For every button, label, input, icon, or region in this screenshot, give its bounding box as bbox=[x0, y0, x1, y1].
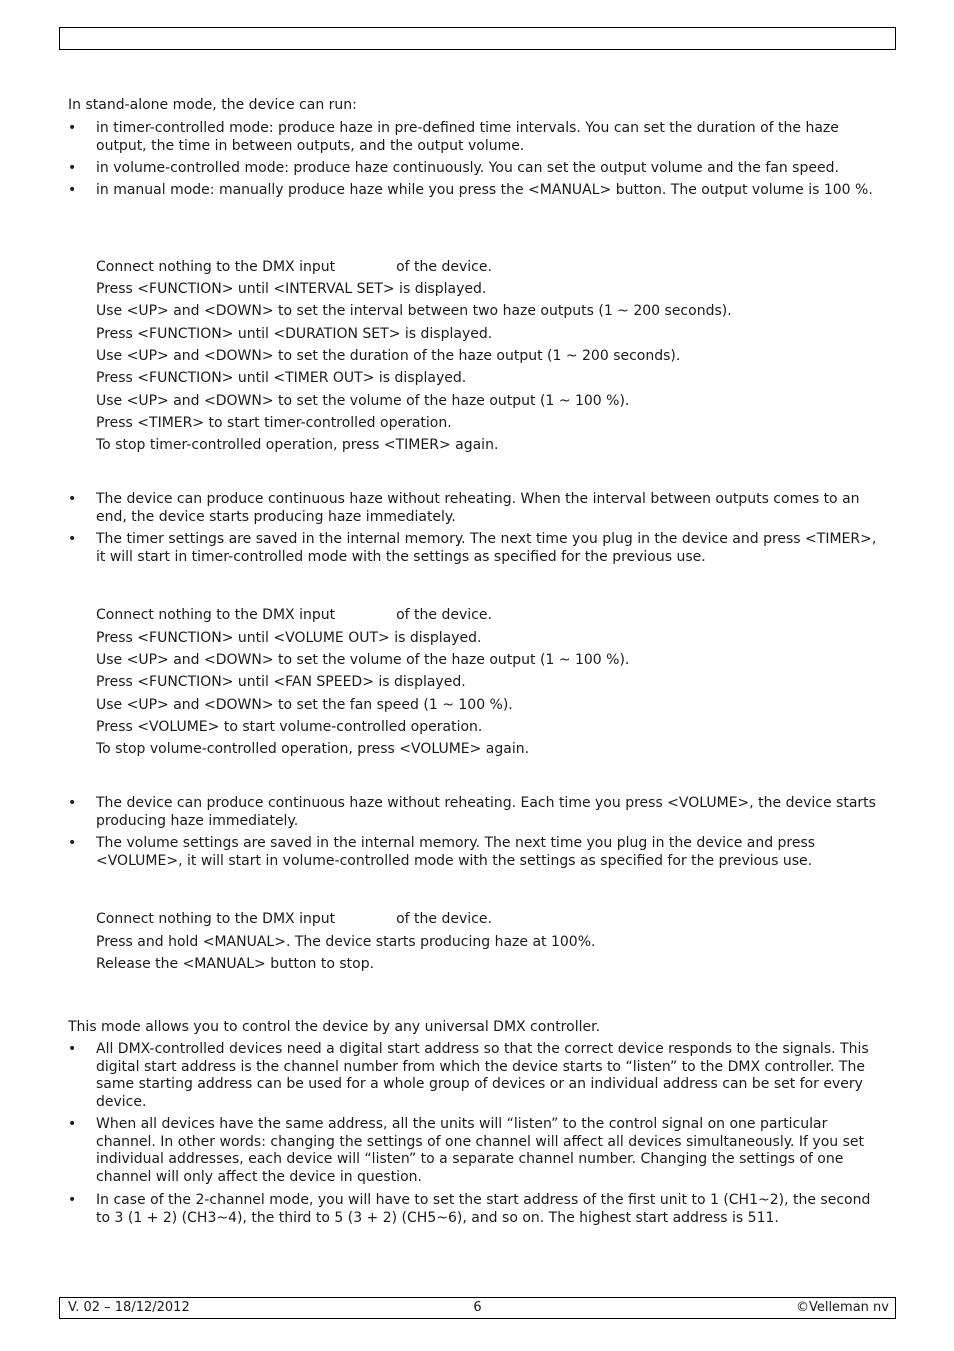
page-footer bbox=[59, 1297, 896, 1319]
page-header-frame bbox=[59, 27, 896, 50]
timer-step: Press <FUNCTION> until <TIMER OUT> is displayed. bbox=[96, 370, 467, 386]
bullet-icon: • bbox=[68, 835, 77, 851]
timer-step: Press <TIMER> to start timer-controlled operation. bbox=[96, 415, 452, 431]
bullet-icon: • bbox=[68, 795, 77, 811]
bullet-icon: • bbox=[68, 1041, 77, 1057]
volume-step: To stop volume-controlled operation, press <VOLUME> again. bbox=[96, 741, 530, 757]
bullet-icon: • bbox=[68, 1116, 77, 1132]
bullet-icon: • bbox=[68, 531, 77, 547]
timer-step: Use <UP> and <DOWN> to set the duration of the haze output (1 ~ 200 seconds). bbox=[96, 348, 681, 364]
manual-step-connect: Connect nothing to the DMX input of the device. bbox=[96, 911, 492, 927]
timer-step-connect: Connect nothing to the DMX input of the device. bbox=[96, 259, 492, 275]
volume-step-connect: Connect nothing to the DMX input of the device. bbox=[96, 607, 492, 623]
volume-step: Use <UP> and <DOWN> to set the volume of the haze output (1 ~ 100 %). bbox=[96, 652, 630, 668]
volume-step: Press <FUNCTION> until <FAN SPEED> is displayed. bbox=[96, 674, 466, 690]
version-label: V. 02 – 18/12/2012 bbox=[68, 1300, 190, 1315]
page-number: 6 bbox=[473, 1300, 482, 1315]
timer-step: To stop timer-controlled operation, press <TIMER> again. bbox=[96, 437, 499, 453]
volume-step: Use <UP> and <DOWN> to set the fan speed (1 ~ 100 %). bbox=[96, 697, 513, 713]
bullet-icon: • bbox=[68, 182, 77, 198]
copyright-label: ©Velleman nv bbox=[795, 1300, 889, 1315]
manual-step: Press and hold <MANUAL>. The device starts producing haze at 100%. bbox=[96, 934, 596, 950]
timer-step: Use <UP> and <DOWN> to set the volume of the haze output (1 ~ 100 %). bbox=[96, 393, 630, 409]
timer-step: Press <FUNCTION> until <INTERVAL SET> is displayed. bbox=[96, 281, 487, 297]
timer-step: Press <FUNCTION> until <DURATION SET> is displayed. bbox=[96, 326, 493, 342]
standalone-intro: In stand-alone mode, the device can run: bbox=[68, 97, 357, 113]
timer-step: Use <UP> and <DOWN> to set the interval between two haze outputs (1 ~ 200 seconds). bbox=[96, 303, 732, 319]
volume-step: Press <FUNCTION> until <VOLUME OUT> is displayed. bbox=[96, 630, 482, 646]
bullet-icon: • bbox=[68, 120, 77, 136]
manual-step: Release the <MANUAL> button to stop. bbox=[96, 956, 375, 972]
dmx-intro: This mode allows you to control the device by any universal DMX controller. bbox=[68, 1019, 601, 1035]
bullet-icon: • bbox=[68, 491, 77, 507]
bullet-icon: • bbox=[68, 1192, 77, 1208]
volume-step: Press <VOLUME> to start volume-controlled operation. bbox=[96, 719, 483, 735]
bullet-icon: • bbox=[68, 160, 77, 176]
